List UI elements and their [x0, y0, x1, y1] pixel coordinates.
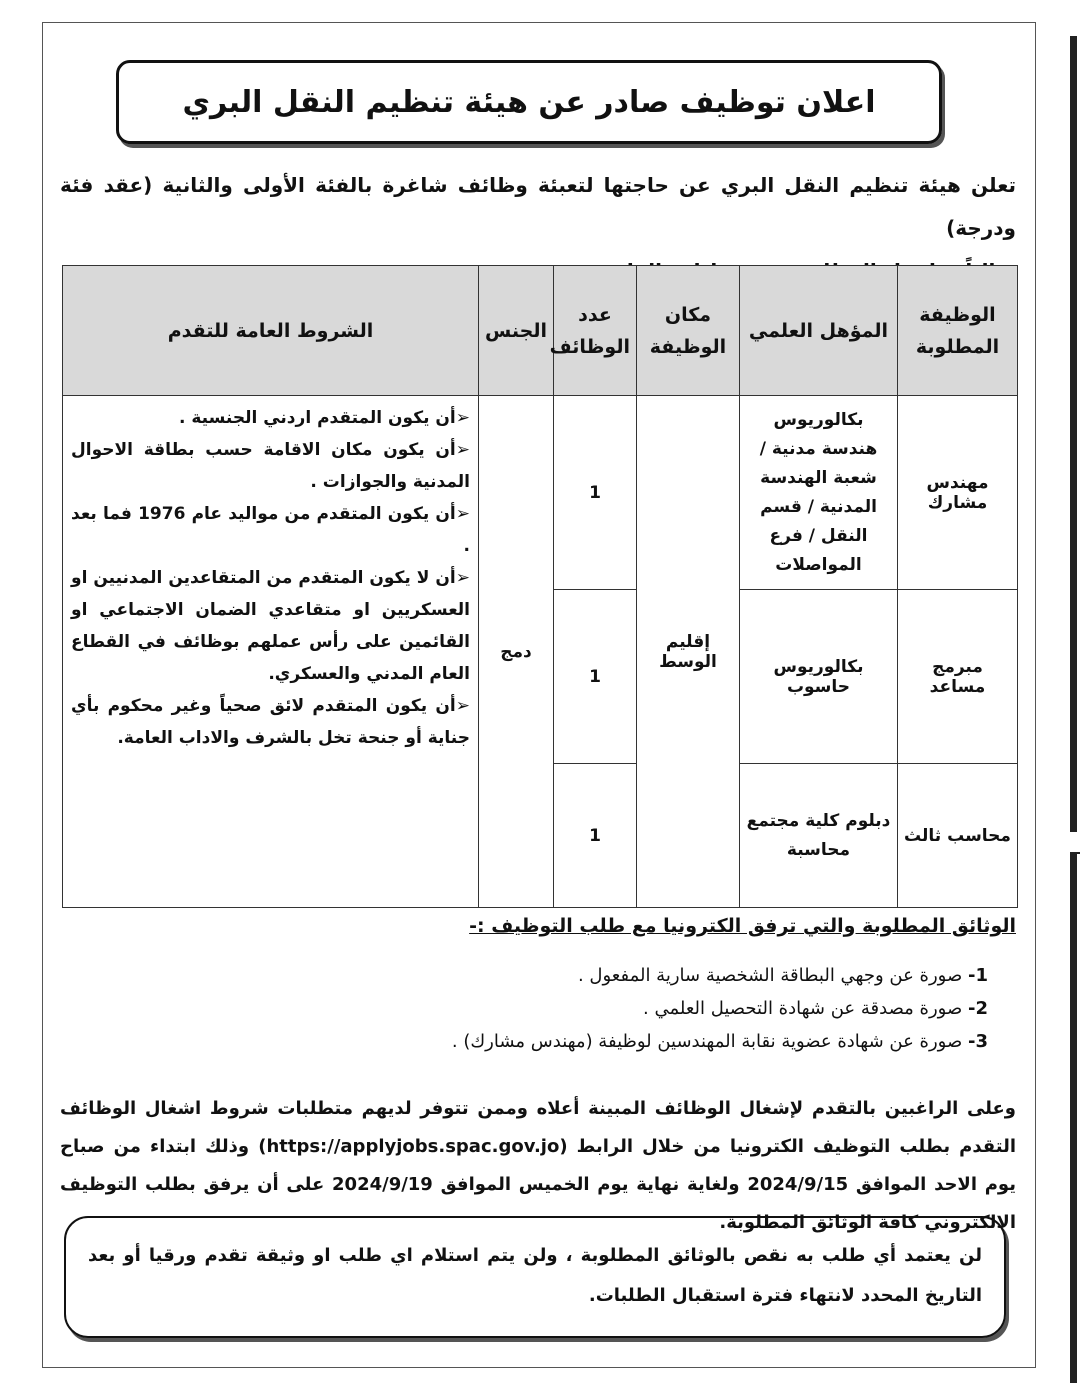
header-gender: الجنس — [479, 266, 554, 396]
document-number: 3- — [967, 1031, 988, 1052]
application-instructions: وعلى الراغبين بالتقدم لإشغال الوظائف المبينة أعلاه وممن تتوفر لديهم متطلبات شروط اشغال الوظائف التقدم بطلب التوظيف الكترونيا من خلال الرابط (https://applyjobs.spac.gov.jo) وذلك ابتداء من صباح يوم الاحد الموافق 2024/9/15 ولغاية نهاية يوم الخميس الموافق 2024/9/19 على أن يرفق بطلب التوظيف الالكتروني كافة الوثائق المطلوبة. — [60, 1098, 1016, 1233]
list-item — [60, 992, 1016, 1025]
notice-text: لن يعتمد أي طلب به نقص بالوثائق المطلوبة ، ولن يتم استلام اي طلب او وثيقة تقدم ورقيا أو بعد التاريخ المحدد لانتهاء فترة استقبال الطلبات. — [88, 1245, 982, 1306]
list-item — [60, 1025, 1016, 1058]
condition-marker: ➢ — [455, 408, 470, 428]
list-item — [60, 959, 1016, 992]
qualification-cell: دبلوم كلية مجتمع محاسبة — [740, 764, 898, 908]
header-conditions: الشروط العامة للتقدم — [63, 266, 479, 396]
documents-section — [60, 915, 1016, 1058]
condition-item: ➢أن لا يكون المتقدم من المتقاعدين المدنيين او العسكريين او متقاعدي الضمان الاجتماعي او القائمين على رأس عملهم بوظائف في القطاع العام المدني والعسكري. — [71, 568, 470, 684]
table-row — [63, 396, 1018, 590]
condition-marker: ➢ — [455, 504, 470, 524]
announcement-title: اعلان توظيف صادر عن هيئة تنظيم النقل البري — [182, 84, 876, 120]
document-number: 2- — [967, 998, 988, 1019]
qualification-cell: بكالوريوس هندسة مدنية / شعبة الهندسة المدنية / قسم النقل / فرع المواصلات — [740, 396, 898, 590]
jobs-table — [62, 265, 1018, 908]
conditions-cell — [63, 396, 479, 908]
adjacent-page-edge-top — [1070, 36, 1080, 832]
job-title-cell: محاسب ثالث — [898, 764, 1018, 908]
location-cell: إقليم الوسط — [637, 396, 740, 908]
condition-marker: ➢ — [455, 568, 470, 588]
adjacent-page-edge-bottom — [1070, 852, 1080, 1383]
gender-cell: دمج — [479, 396, 554, 908]
count-cell: 1 — [554, 590, 637, 764]
job-title-cell: مبرمج مساعد — [898, 590, 1018, 764]
condition-marker: ➢ — [455, 440, 470, 460]
condition-marker: ➢ — [455, 696, 470, 716]
count-cell: 1 — [554, 396, 637, 590]
condition-item: ➢أن يكون المتقدم لائق صحياً وغير محكوم بأي جناية أو جنحة تخل بالشرف والاداب العامة. — [71, 696, 470, 748]
condition-item: ➢أن يكون المتقدم اردني الجنسية . — [178, 408, 470, 428]
table-header-row — [63, 266, 1018, 396]
condition-item: ➢أن يكون المتقدم من مواليد عام 1976 فما بعد . — [71, 504, 470, 556]
header-job: الوظيفة المطلوبة — [898, 266, 1018, 396]
job-title-cell: مهندس مشارك — [898, 396, 1018, 590]
document-number: 1- — [967, 965, 988, 986]
header-location: مكان الوظيفة — [637, 266, 740, 396]
header-count: عدد الوظائف — [554, 266, 637, 396]
intro-line-1: تعلن هيئة تنظيم النقل البري عن حاجتها لتعبئة وظائف شاغرة بالفئة الأولى والثانية (عقد فئة ودرجة) — [60, 173, 1016, 240]
documents-heading: الوثائق المطلوبة والتي ترفق الكترونيا مع طلب التوظيف :- — [469, 915, 1016, 937]
header-qualification: المؤهل العلمي — [740, 266, 898, 396]
condition-item: ➢أن يكون مكان الاقامة حسب بطاقة الاحوال المدنية والجوازات . — [71, 440, 470, 492]
title-box — [116, 60, 942, 144]
qualification-cell: بكالوريوس حاسوب — [740, 590, 898, 764]
document-text: صورة عن وجهي البطاقة الشخصية سارية المفعول . — [577, 965, 963, 986]
document-text: صورة عن شهادة عضوية نقابة المهندسين لوظيفة (مهندس مشارك) . — [451, 1031, 963, 1052]
document-text: صورة مصدقة عن شهادة التحصيل العلمي . — [643, 998, 963, 1019]
notice-box — [64, 1216, 1006, 1338]
count-cell: 1 — [554, 764, 637, 908]
